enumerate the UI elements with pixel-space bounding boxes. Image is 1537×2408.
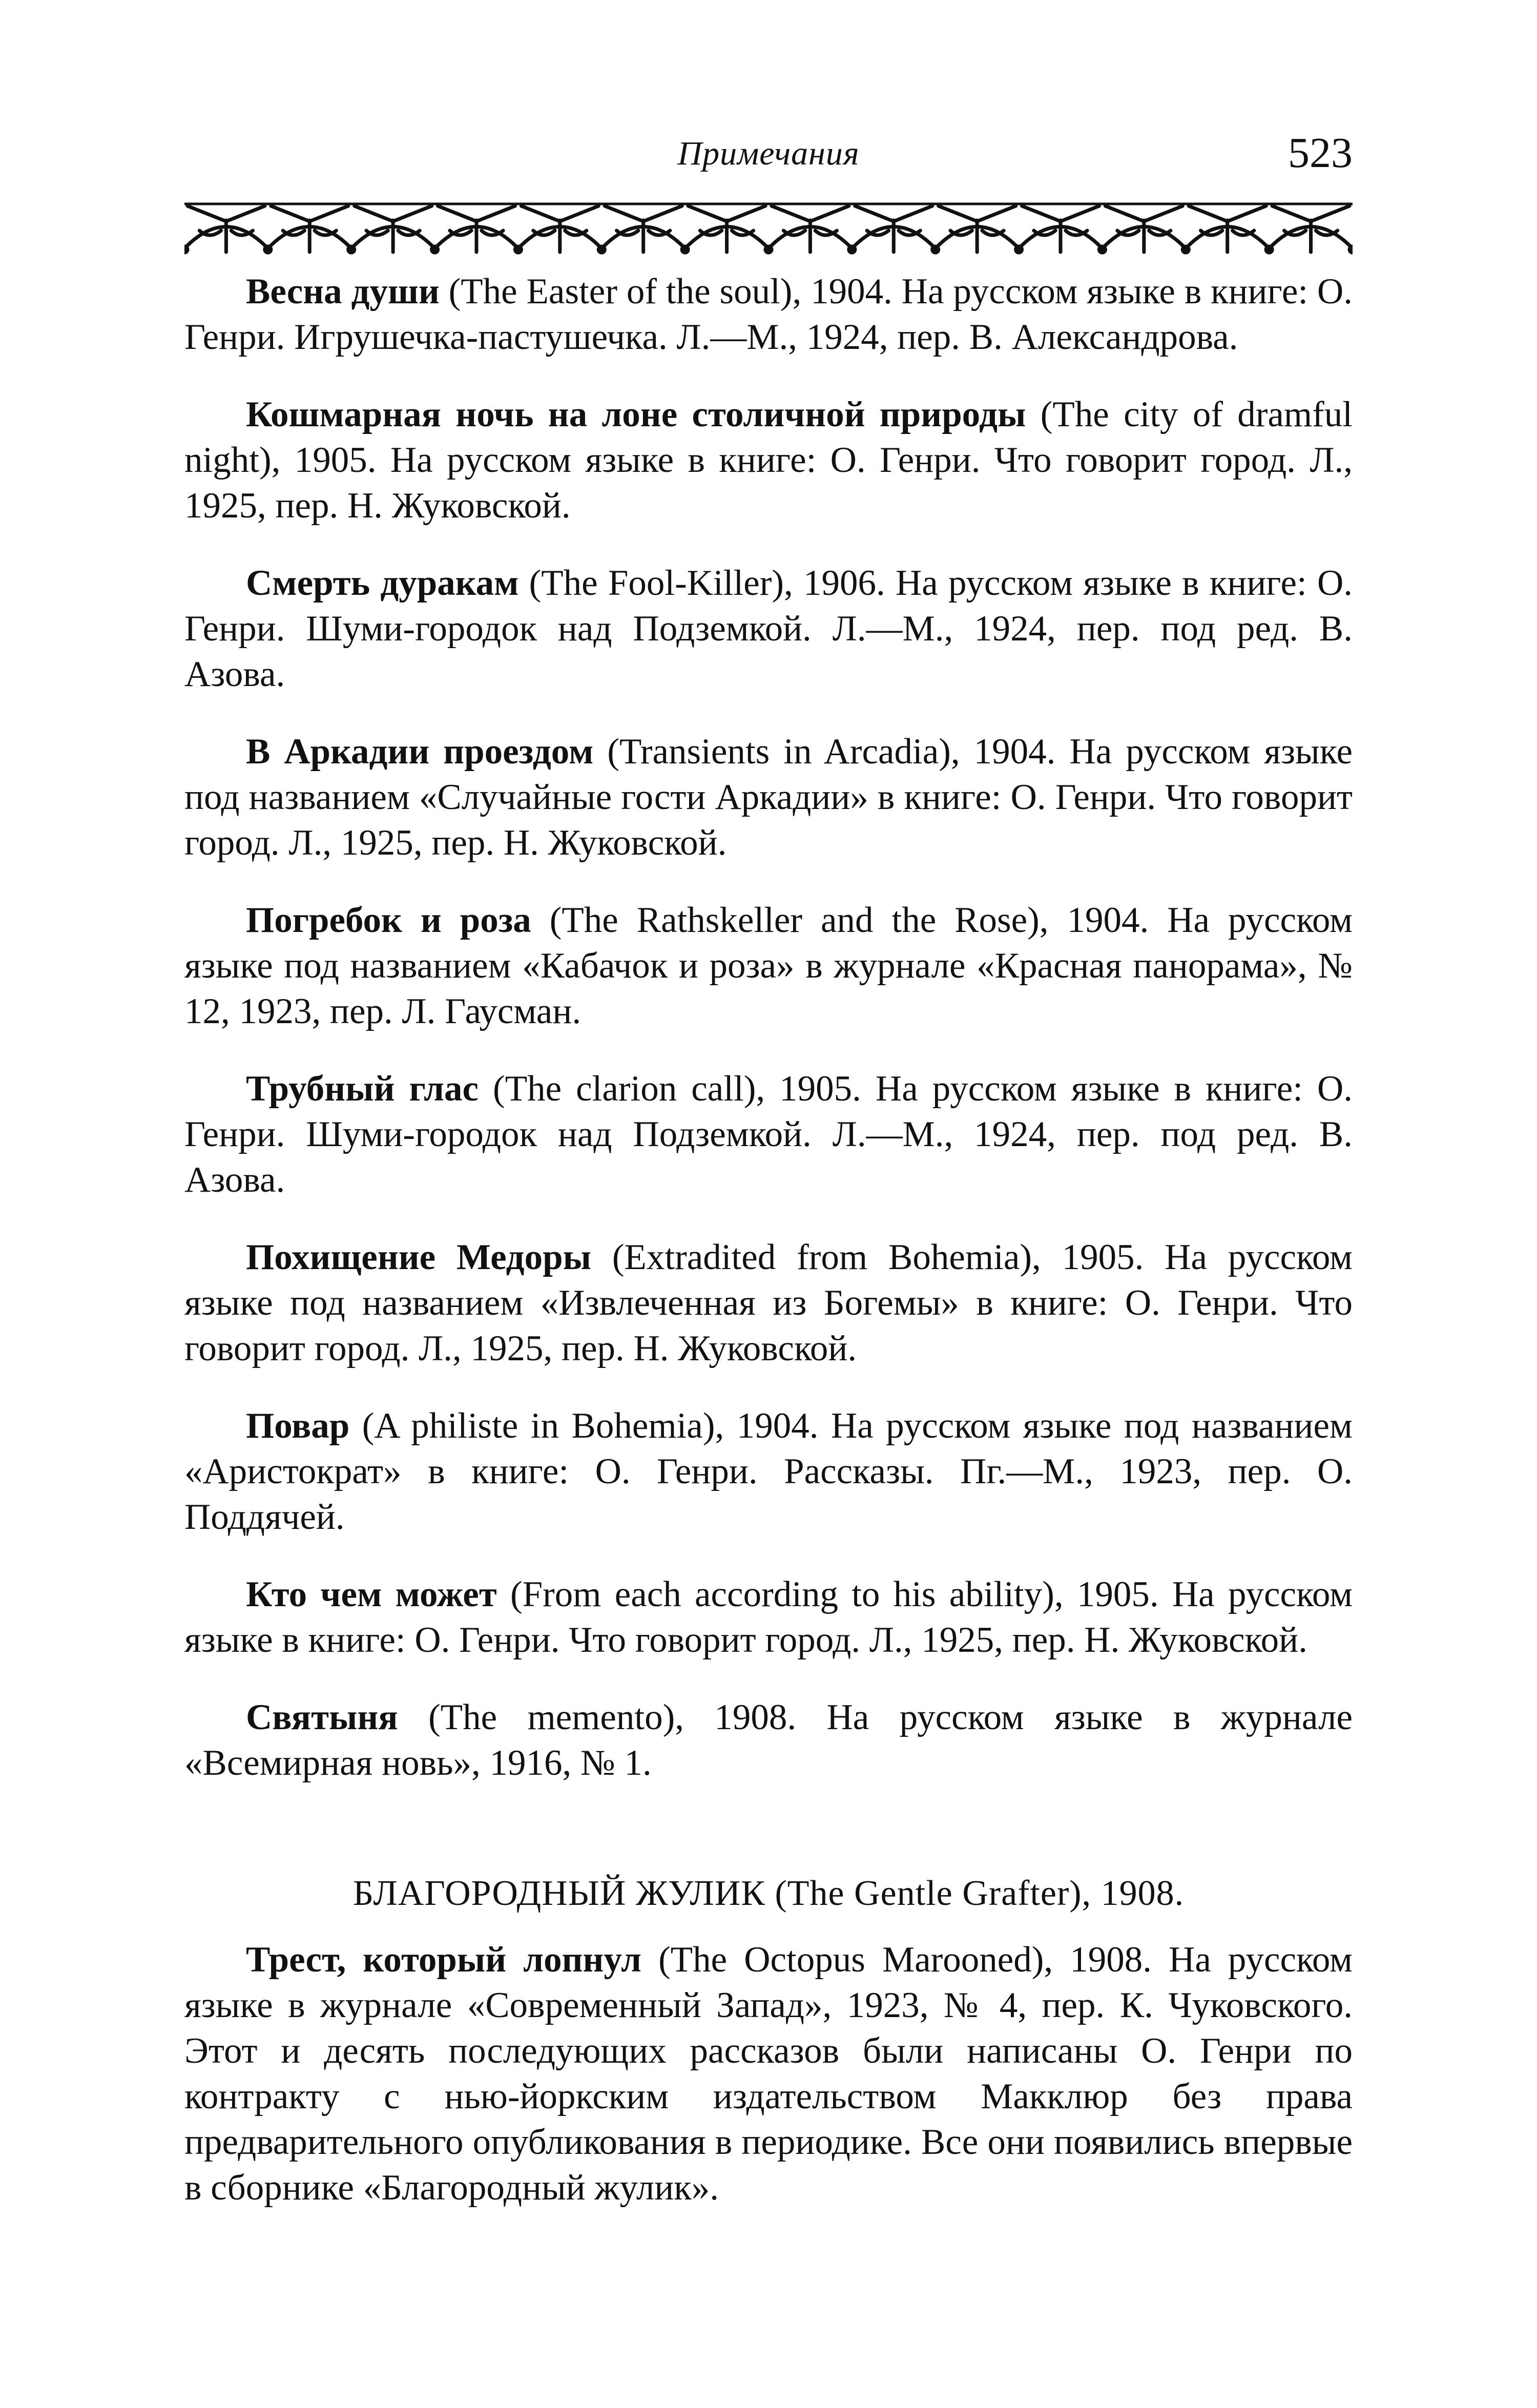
- note-smert-durakam: [184, 561, 1353, 697]
- ornament-unit: [432, 206, 518, 253]
- ornament-unit: [265, 206, 351, 253]
- note-text: (A philiste in Bohemia), 1904. На русском языке под названием «Аристократ» в книге: О. Генри. Рассказы. Пг.—М., 1923, пер. О. Поддячей.: [184, 1406, 1353, 1537]
- ornament-end-dot: [1349, 246, 1353, 253]
- note-title: Похищение Медоры: [246, 1237, 592, 1277]
- note-title: Весна души: [246, 272, 440, 312]
- note-title: Кошмарная ночь на лоне столичной природы: [246, 395, 1026, 434]
- notes-list-part1: [184, 269, 1353, 1786]
- note-text: (The Rathskeller and the Rose), 1904. На русском языке под названием «Кабачок и роза» в журнале «Красная панорама», № 12, 1923, пер. Л. Гаусман.: [184, 900, 1353, 1031]
- note-text: (The Octopus Marooned), 1908. На русском языке в журнале «Современный Запад», 1923, № 4, пер. К. Чуковского. Этот и десять последующих рассказов были написаны О. Генри по контракту с нью-йоркским издательством Макклюр без права предварительного опубликования в периодике. Все они появились впервые в сборнике «Благородный жулик».: [184, 1940, 1353, 2208]
- note-pokhishchenie-medory: [184, 1235, 1353, 1372]
- note-v-arkadii-proezdom: [184, 729, 1353, 866]
- note-trubnyi-glas: [184, 1066, 1353, 1203]
- note-title: Трубный глас: [246, 1069, 479, 1109]
- note-text: (The clarion call), 1905. На русском языке в книге: О. Генри. Шуми-городок над Подземкой. Л.—М., 1924, пер. под ред. В. Азова.: [184, 1069, 1353, 1200]
- note-title: Погребок и роза: [246, 900, 531, 940]
- note-title: Трест, который лопнул: [246, 1940, 642, 1980]
- ornament-unit: [1099, 206, 1186, 253]
- ornament-unit: [348, 206, 435, 253]
- note-text: (Transients in Arcadia), 1904. На русском языке под названием «Случайные гости Аркадии» в книге: О. Генри. Что говорит город. Л., 1925, пер. Н. Жуковской.: [184, 732, 1353, 863]
- decorative-border-ornament: [184, 200, 1353, 256]
- note-kto-chem-mozhet: [184, 1572, 1353, 1663]
- ornament-unit: [1266, 206, 1353, 253]
- note-title: Повар: [246, 1406, 350, 1446]
- running-head: [184, 128, 1353, 179]
- note-koshmarnaya-noch: [184, 392, 1353, 529]
- ornament-unit: [515, 206, 601, 253]
- ornament-unit: [598, 206, 685, 253]
- note-pogrebok-i-roza: [184, 898, 1353, 1034]
- ornament-unit: [1182, 206, 1269, 253]
- note-text: (Extradited from Bohemia), 1905. На русском языке под названием «Извлеченная из Богемы» в книге: О. Генри. Что говорит город. Л., 1925, пер. Н. Жуковской.: [184, 1237, 1353, 1368]
- running-title: Примечания: [677, 135, 860, 172]
- note-title: Смерть дуракам: [246, 563, 519, 603]
- section-heading: БЛАГОРОДНЫЙ ЖУЛИК (The Gentle Grafter), 1908.: [352, 1874, 1185, 1913]
- ornament-unit: [184, 206, 268, 253]
- note-povar: [184, 1403, 1353, 1540]
- note-text: (The city of dramful night), 1905. На русском языке в книге: О. Генри. Что говорит город. Л., 1925, пер. Н. Жуковской.: [184, 395, 1353, 526]
- notes-list-part2: [184, 1937, 1353, 2211]
- notes-content: [184, 269, 1353, 2243]
- ornament-unit: [932, 206, 1019, 253]
- note-svyatynya: [184, 1695, 1353, 1786]
- note-text: (From each according to his ability), 1905. На русском языке в книге: О. Генри. Что говорит город. Л., 1925, пер. Н. Жуковской.: [184, 1574, 1353, 1660]
- note-title: Кто чем может: [246, 1574, 497, 1614]
- note-title: Святыня: [246, 1697, 398, 1737]
- ornament-unit: [682, 206, 768, 253]
- note-text: (The memento), 1908. На русском языке в журнале «Всемирная новь», 1916, № 1.: [184, 1697, 1353, 1783]
- ornament-unit: [765, 206, 852, 253]
- ornament-unit: [849, 206, 936, 253]
- note-title: В Аркадии проездом: [246, 732, 594, 772]
- note-text: (The Easter of the soul), 1904. На русском языке в книге: О. Генри. Игрушечка-пастушечка. Л.—М., 1924, пер. В. Александрова.: [184, 272, 1353, 357]
- page-number: 523: [1288, 129, 1353, 177]
- note-vesna-dushi: [184, 269, 1353, 360]
- ornament-unit: [1016, 206, 1103, 253]
- note-trest-kotoryi-lopnul: [184, 1937, 1353, 2211]
- note-text: (The Fool-Killer), 1906. На русском языке в книге: О. Генри. Шуми-городок над Подземкой. Л.—М., 1924, пер. под ред. В. Азова.: [184, 563, 1353, 694]
